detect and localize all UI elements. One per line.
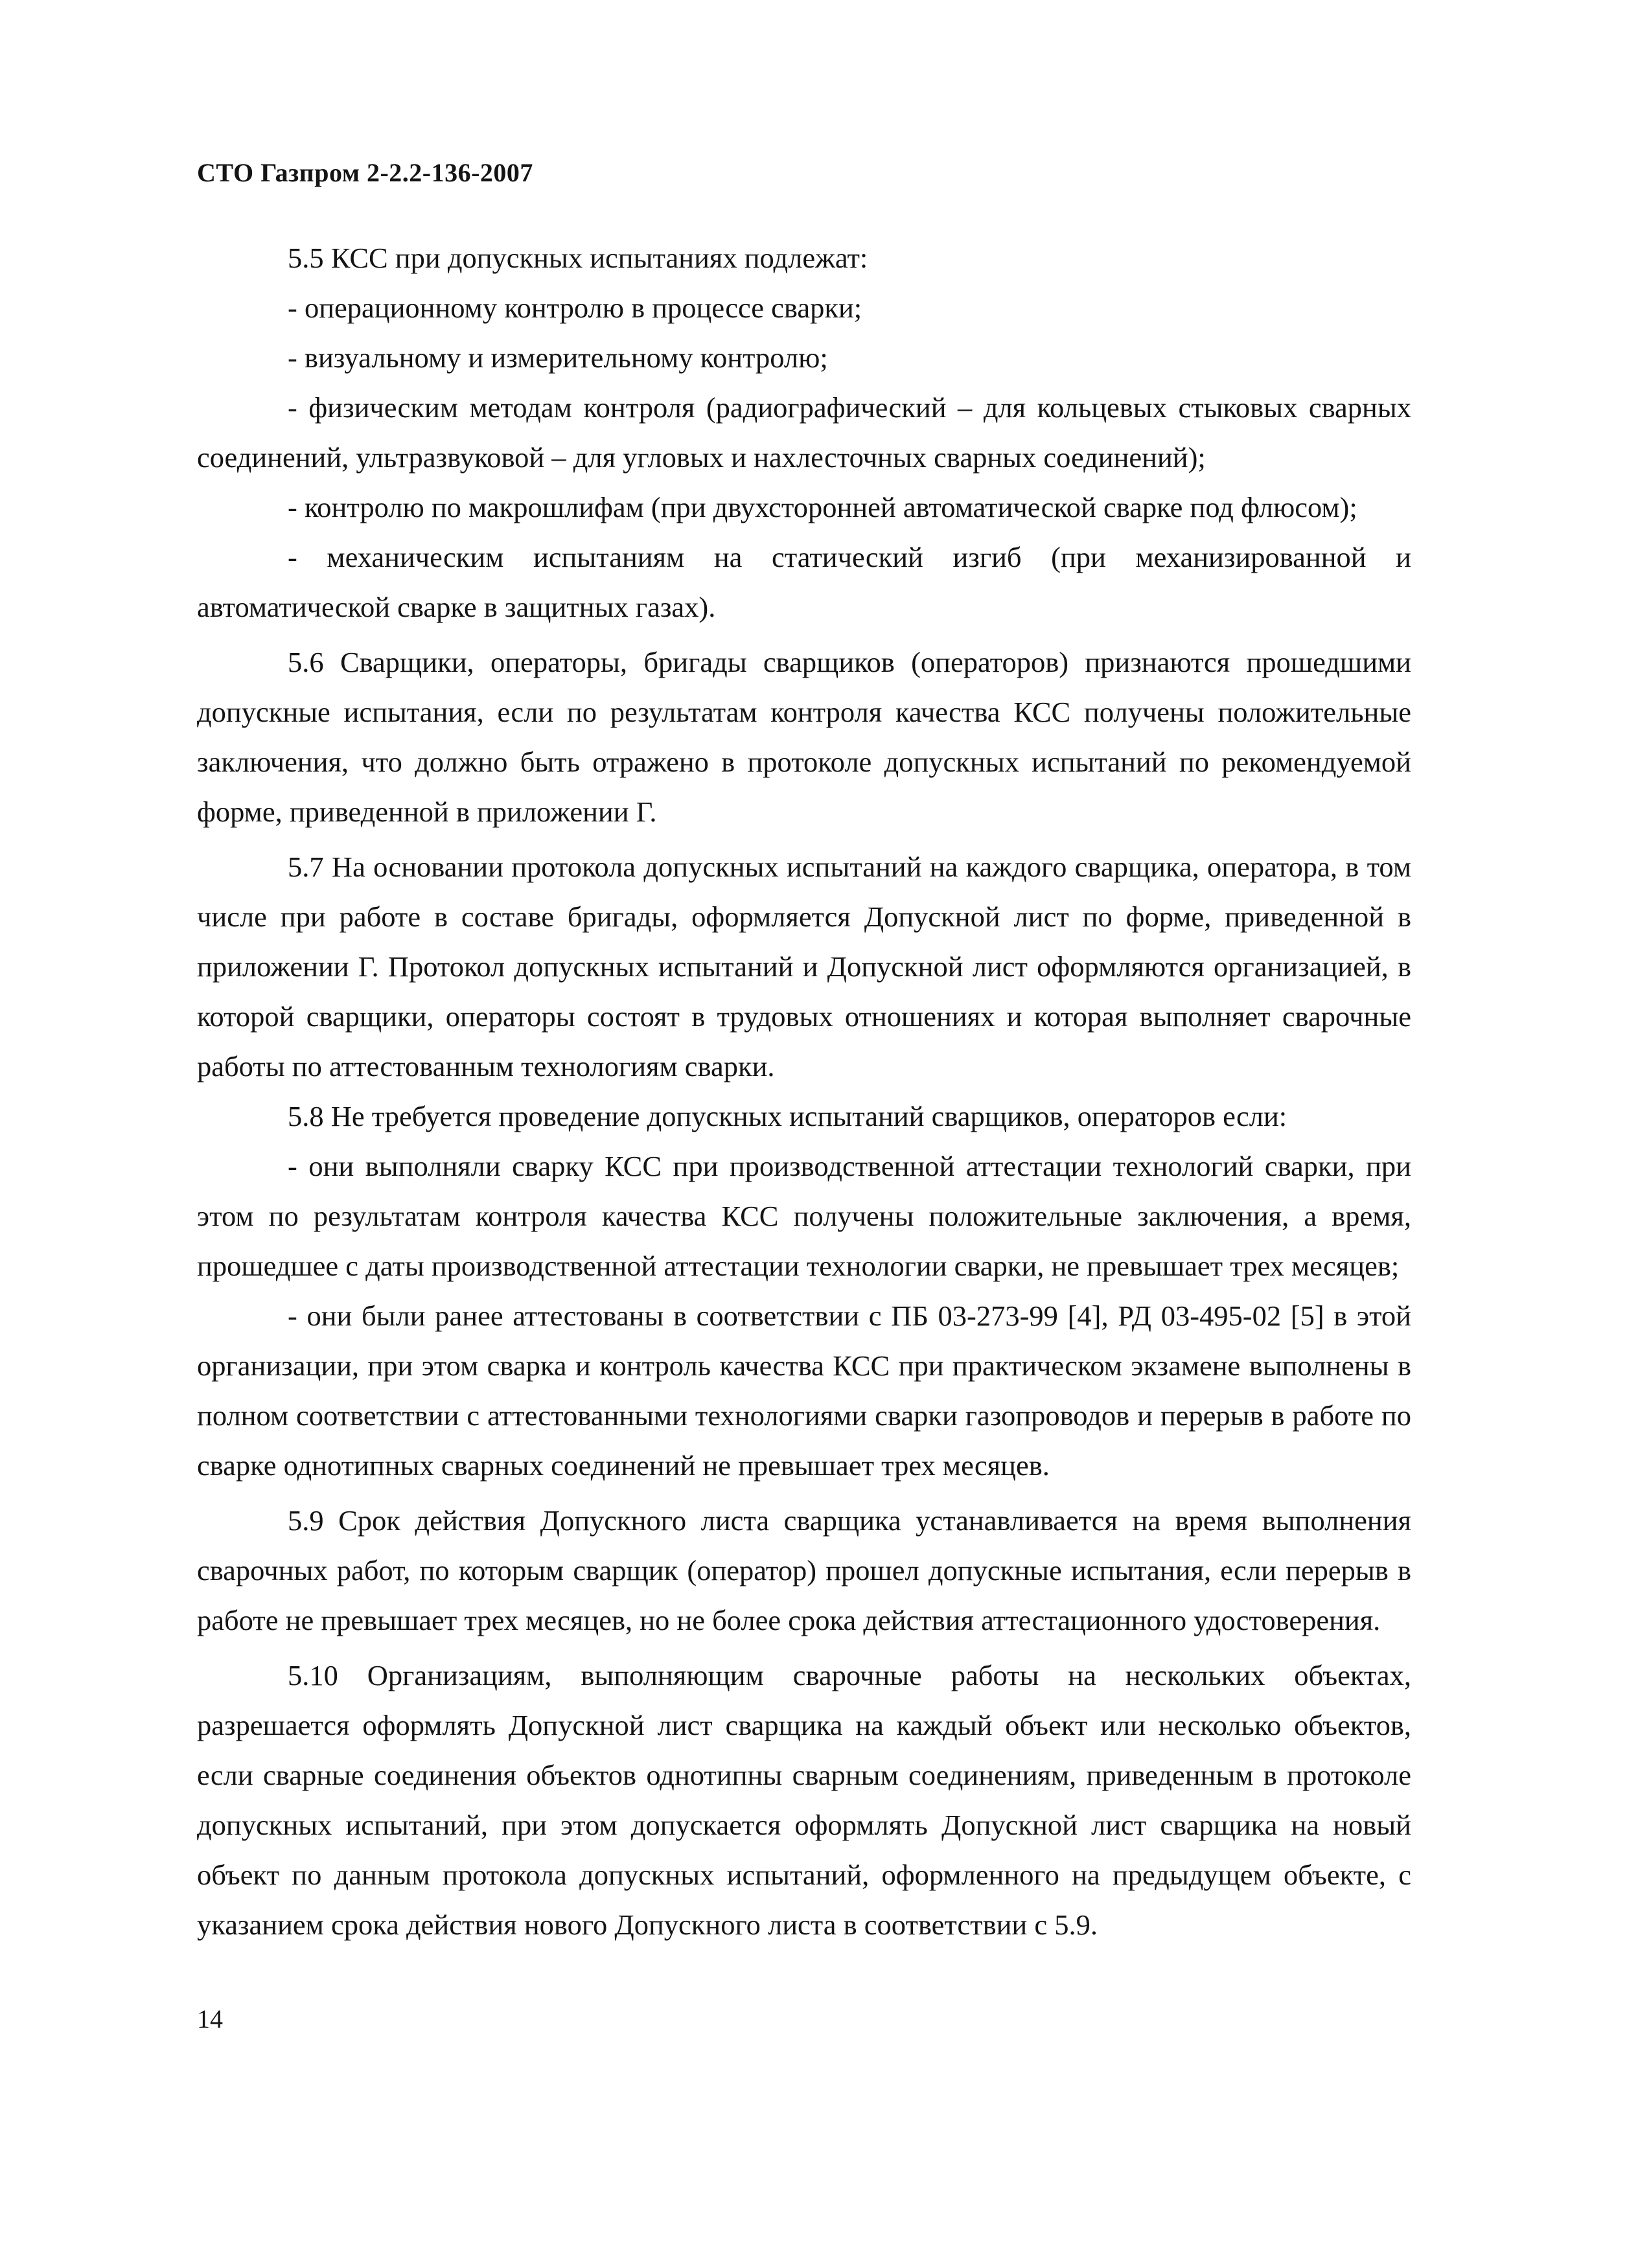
page-number: 14: [197, 2004, 223, 2033]
document-body: [197, 233, 1411, 1950]
list-item: - они были ранее аттестованы в соответствии с ПБ 03-273-99 [4], РД 03-495-02 [5] в этой организации, при этом сварка и контроль качества КСС при практическом экзамене выполнены в полном соответствии с аттестованными технологиями сварки газопроводов и перерыв в работе по сварке однотипных сварных соединений не превышает трех месяцев.: [197, 1300, 1411, 1482]
document-header: СТО Газпром 2-2.2-136-2007: [197, 158, 533, 187]
list-item: - они выполняли сварку КСС при производственной аттестации технологий сварки, при этом по результатам контроля качества КСС получены положительные заключения, а время, прошедшее с даты производственной аттестации технологии сварки, не превышает трех месяцев;: [197, 1150, 1411, 1282]
list-item: - физическим методам контроля (радиографический – для кольцевых стыковых сварных соединений, ультразвуковой – для угловых и нахлесточных сварных соединений);: [197, 391, 1411, 474]
paragraph-5-9: 5.9 Срок действия Допускного листа сварщика устанавливается на время выполнения сварочных работ, по которым сварщик (оператор) прошел допускные испытания, если перерыв в работе не превышает трех месяцев, но не более срока действия аттестационного удостоверения.: [197, 1504, 1411, 1636]
list-item: - контролю по макрошлифам (при двухсторонней автоматической сварке под флюсом);: [288, 491, 1357, 523]
list-item: - механическим испытаниям на статический изгиб (при механизированной и автоматической сварке в защитных газах).: [197, 541, 1411, 623]
paragraph-5-5: 5.5 КСС при допускных испытаниях подлежат:: [288, 242, 868, 274]
paragraph-5-10: 5.10 Организациям, выполняющим сварочные работы на нескольких объектах, разрешается оформлять Допускной лист сварщика на каждый объект или несколько объектов, если сварные соединения объектов однотипны сварным соединениям, приведенным в протоколе допускных испытаний, при этом допускается оформлять Допускной лист сварщика на новый объект по данным протокола допускных испытаний, оформленного на предыдущем объекте, с указанием срока действия нового Допускного листа в соответствии с 5.9.: [197, 1659, 1411, 1941]
list-item: - операционному контролю в процессе сварки;: [288, 292, 862, 324]
paragraph-5-8: 5.8 Не требуется проведение допускных испытаний сварщиков, операторов если:: [288, 1100, 1287, 1132]
paragraph-5-7: 5.7 На основании протокола допускных испытаний на каждого сварщика, оператора, в том числе при работе в составе бригады, оформляется Допускной лист по форме, приведенной в приложении Г. Протокол допускных испытаний и Допускной лист оформляются организацией, в которой сварщики, операторы состоят в трудовых отношениях и которая выполняет сварочные работы по аттестованным технологиям сварки.: [197, 851, 1411, 1082]
paragraph-5-6: 5.6 Сварщики, операторы, бригады сварщиков (операторов) признаются прошедшими допускные испытания, если по результатам контроля качества КСС получены положительные заключения, что должно быть отражено в протоколе допускных испытаний по рекомендуемой форме, приведенной в приложении Г.: [197, 646, 1411, 828]
list-item: - визуальному и измерительному контролю;: [288, 341, 828, 374]
